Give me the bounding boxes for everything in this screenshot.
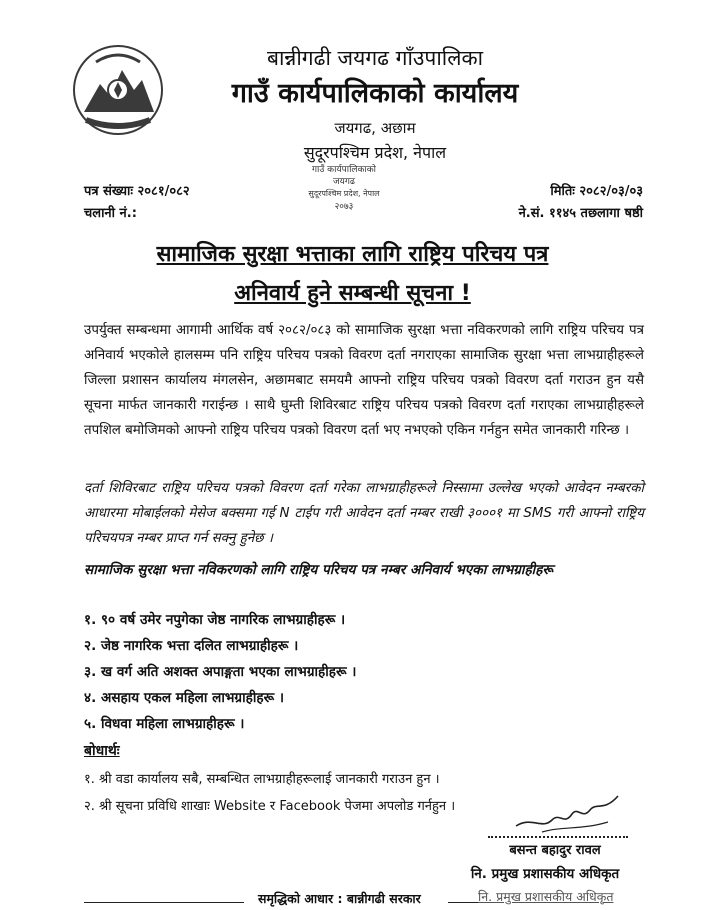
stamp-line2: जयगढ — [332, 177, 356, 187]
stamp-line3: सुदूरपश्चिम प्रदेश, नेपाल — [308, 189, 380, 198]
nepal-sambat-date: ने.सं. ११४५ तछलागा षष्ठी — [518, 206, 643, 221]
signatory-designation: नि. प्रमुख प्रशासकीय अधिकृत — [470, 866, 620, 882]
cc-label: बोधार्थः — [84, 743, 120, 759]
reference-left — [84, 181, 190, 225]
beneficiary-list-title: सामाजिक सुरक्षा भत्ता नविकरणको लागि राष्ट्रिय परिचय पत्र नम्बर अनिवार्य भएका लाभग्राहीहरू — [84, 562, 553, 578]
footer-slogan: समृद्धिको आधार : बान्नीगढी सरकार — [258, 891, 421, 906]
beneficiary-list — [84, 607, 356, 737]
signatory-name: बसन्त बहादुर रावल — [509, 843, 601, 858]
notice-paragraph-2: दर्ता शिविरबाट राष्ट्रिय परिचय पत्रको विवरण दर्ता गरेका लाभग्राहीहरूले निस्सामा उल्लेख भएको आवेदन नम्बरको आधारमा मोबाईलको मेसेज बक्समा गई N टाईप गरी आवेदन दर्ता नम्बर राखी ३०००१ मा SMS गरी आफ्नो राष्ट्रिय परिचयपत्र नम्बर प्राप्त गर्न सक्नु हुनेछ । — [84, 481, 644, 546]
list-item: १. ९० वर्ष उमेर नपुगेका जेष्ठ नागरिक लाभग्राहीहरू । — [84, 612, 346, 628]
stamp-line4: २०७३ — [334, 202, 354, 212]
dispatch-number: चलानी नं.: — [84, 206, 137, 221]
cc-list — [84, 766, 455, 820]
reference-right — [519, 181, 643, 225]
stamp-line1: गाउँ कार्यपालिकाको — [311, 165, 377, 175]
list-item: ४. असहाय एकल महिला लाभग्राहीहरू । — [84, 690, 285, 706]
footer-rule-left — [84, 902, 244, 903]
notice-paragraph-1: उपर्युक्त सम्बन्धमा आगामी आर्थिक वर्ष २०८२/०८३ को सामाजिक सुरक्षा भत्ता नविकरणको लागि राष्ट्रिय परिचय पत्र अनिवार्य भएकोले हालसम्म पनि राष्ट्रिय परिचय पत्रको विवरण दर्ता नगराएका सामाजिक सुरक्षा भत्ता लाभग्राहीहरूले जिल्ला प्रशासन कार्यालय मंगलसेन, अछामबाट समयमै आफ्नो राष्ट्रिय परिचय पत्रको विवरण दर्ता गराउन हुन यसै सूचना मार्फत जानकारी गराईन्छ । साथै घुम्ती शिविरबाट राष्ट्रिय परिचय पत्रको विवरण दर्ता गराएका लाभग्राहीहरूले तपशिल बमोजिमको आफ्नो राष्ट्रिय परिचय पत्रको विवरण दर्ता भए नभएको एकिन गर्नहुन समेत जानकारी गरिन्छ । — [84, 323, 644, 438]
list-item: ५. विधवा महिला लाभग्राहीहरू । — [84, 716, 245, 732]
nepal-emblem-icon — [68, 40, 168, 140]
signature-icon — [512, 786, 622, 838]
office-location: जयगढ, अछाम — [334, 119, 416, 137]
footer-rule-right — [448, 902, 478, 903]
notice-title-line1: सामाजिक सुरक्षा भत्ताका लागि राष्ट्रिय परिचय पत्र — [156, 242, 549, 267]
office-stamp — [285, 158, 403, 216]
notice-title-line2: अनिवार्य हुने सम्बन्धी सूचना ! — [234, 281, 471, 306]
office-name: गाउँ कार्यपालिकाको कार्यालय — [231, 78, 519, 109]
list-item: २. श्री सूचना प्रविधि शाखाः Website र Facebook पेजमा अपलोड गर्नहुन । — [84, 799, 456, 814]
signature-line — [488, 836, 628, 838]
letter-number: पत्र संख्याः २०८१/०८२ — [84, 184, 190, 199]
list-item: १. श्री वडा कार्यालय सबै, सम्बन्धित लाभग्राहीहरूलाई जानकारी गराउन हुन । — [84, 772, 440, 787]
list-item: २. जेष्ठ नागरिक भत्ता दलित लाभग्राहीहरू । — [84, 638, 299, 654]
office-province: सुदूरपश्चिम प्रदेश, नेपाल — [303, 143, 447, 162]
list-item: ३. ख वर्ग अति अशक्त अपाङ्गता भएका लाभग्राहीहरू । — [84, 664, 357, 680]
footer-overprint: नि. प्रमुख प्रशासकीय अधिकृत — [478, 889, 614, 904]
municipality-name: बान्नीगढी जयगढ गाँउपालिका — [266, 46, 484, 70]
letter-date: मितिः २०८२/०३/०३ — [550, 184, 643, 199]
